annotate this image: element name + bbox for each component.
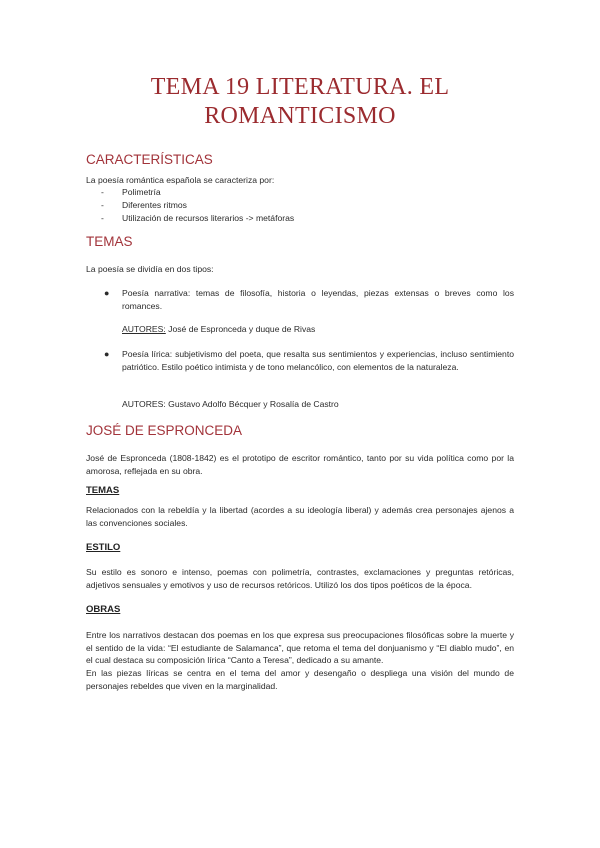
title-line-2: ROMANTICISMO (204, 103, 396, 129)
subheading-obras: OBRAS (86, 604, 121, 615)
dash-marker: - (101, 200, 104, 210)
list-item-text: Utilización de recursos literarios -> metáforas (122, 213, 295, 223)
autores-label: AUTORES: (122, 324, 166, 334)
caracteristicas-intro: La poesía romántica española se caracteriza por: (86, 175, 275, 185)
poesia-lirica-text: Poesía lírica: subjetivismo del poeta, que resalta sus sentimientos y experiencias, incluso sentimiento patriótico. Estilo poético intimista y de tono melancólico, con elementos de la naturaleza. (122, 349, 514, 372)
heading-caracteristicas: CARACTERÍSTICAS (86, 152, 213, 167)
narrativa-autores (122, 324, 315, 334)
dash-marker: - (101, 213, 104, 223)
heading-temas: TEMAS (86, 234, 133, 249)
espronceda-estilo-text: Su estilo es sonoro e intenso, poemas con polimetría, contrastes, exclamaciones y preguntas retóricas, adjetivos sensuales y emotivos y uso de recursos retóricos. Utilizó los dos tipos poéticos de la época. (86, 567, 514, 590)
subheading-temas: TEMAS (86, 485, 120, 496)
autores-names: José de Espronceda y duque de Rivas (165, 324, 316, 334)
espronceda-intro: José de Espronceda (1808-1842) es el prototipo de escritor romántico, tanto por su vida política como por la amorosa, reflejada en su obra. (86, 453, 514, 476)
espronceda-temas-text: Relacionados con la rebeldía y la libertad (acordes a su ideología liberal) y además crea personajes ajenos a las convenciones sociales. (86, 505, 514, 528)
list-item-text: Diferentes ritmos (122, 200, 187, 210)
lirica-autores: AUTORES: Gustavo Adolfo Bécquer y Rosalía de Castro (122, 399, 339, 409)
list-item-text: Polimetría (122, 187, 161, 197)
temas-intro: La poesía se dividía en dos tipos: (86, 264, 214, 274)
title-line-1: TEMA 19 LITERATURA. EL (150, 74, 450, 100)
dash-marker: - (101, 187, 104, 197)
document-title (60, 73, 540, 131)
heading-espronceda: JOSÉ DE ESPRONCEDA (86, 423, 243, 438)
bullet-icon: ● (104, 349, 110, 359)
subheading-estilo: ESTILO (86, 542, 121, 553)
poesia-narrativa-text: Poesía narrativa: temas de filosofía, historia o leyendas, piezas extensas o breves como los romances. (122, 288, 514, 311)
bullet-icon: ● (104, 288, 110, 298)
espronceda-obras-text-1: Entre los narrativos destacan dos poemas en los que expresa sus preocupaciones filosóficas sobre la muerte y el sentido de la vida: “El estudiante de Salamanca”, que retoma el tema del donjuanismo y “El diablo mudo”, en el cual destaca su composición lírica “Canto a Teresa”, dedicado a su amante. (86, 630, 514, 666)
espronceda-obras-text-2: En las piezas líricas se centra en el tema del amor y desengaño o despliega una visión del mundo de personajes rebeldes que viven en la marginalidad. (86, 668, 514, 691)
